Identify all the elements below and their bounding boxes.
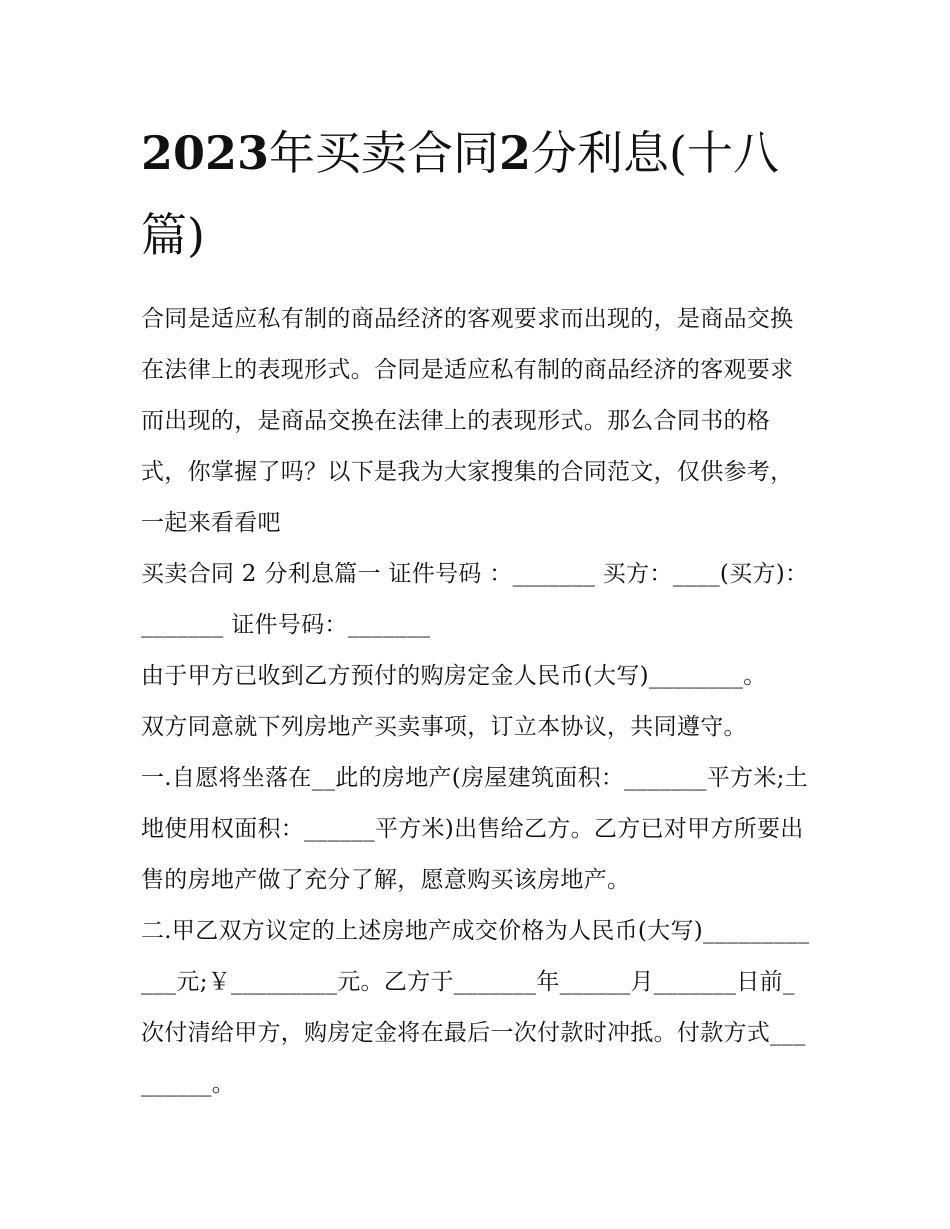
agreement-paragraph: 双方同意就下列房地产买卖事项，订立本协议，共同遵守。: [141, 714, 747, 740]
document-title: [141, 112, 781, 276]
intro-paragraph: 合同是适应私有制的商品经济的客观要求而出现的，是商品交换在法律上的表现形式。合同是适应私有制的商品经济的客观要求而出现的，是商品交换在法律上的表现形式。那么合同书的格式，你掌握了吗？以下是我为大家搜集的合同范文，仅供参考，一起来看看吧: [141, 306, 794, 536]
document-body: [141, 294, 816, 1110]
title-part-2: 分利息(十八篇): [141, 126, 779, 262]
title-part-1: 年买卖合同: [269, 126, 500, 180]
document-page: [141, 112, 816, 1110]
title-year: 2023: [141, 126, 270, 180]
contract-parties-paragraph: 买卖合同 2 分利息篇一 证件号码 ：_______ 买方：____(买方)：_______ 证件号码：_______: [141, 561, 809, 638]
clause-two-paragraph: 二.甲乙双方议定的上述房地产成交价格为人民币(大写)____________元;￥_________元。乙方于_______年______月_______日前_ 次付清给甲方，购房定金将在最后一次付款时冲抵。付款方式_________。: [141, 918, 810, 1097]
clause-one-paragraph: 一.自愿将坐落在__此的房地产(房屋建筑面积：_______平方米;土地使用权面积：______平方米)出售给乙方。乙方已对甲方所要出售的房地产做了充分了解，愿意购买该房地产。: [141, 765, 809, 893]
title-number: 2: [499, 126, 532, 180]
deposit-paragraph: 由于甲方已收到乙方预付的购房定金人民币(大写)________。: [141, 663, 767, 689]
